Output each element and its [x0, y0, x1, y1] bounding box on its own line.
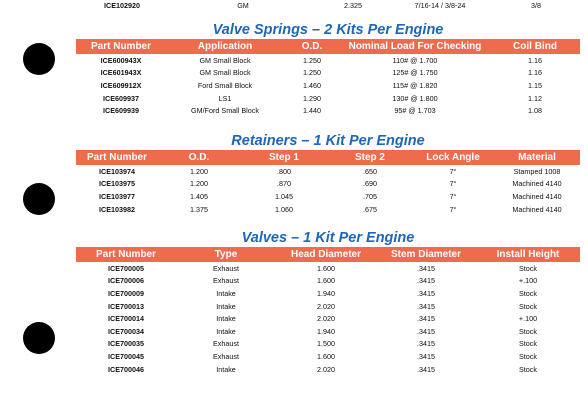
table-cell: .3415 — [417, 263, 435, 273]
retainers-table — [76, 150, 580, 215]
section-title: Valves – 1 Kit Per Engine — [241, 230, 415, 246]
table-row — [76, 287, 580, 300]
part-number-cell: ICE103975 — [99, 179, 135, 189]
table-cell: 115# @ 1.820 — [392, 80, 438, 90]
column-header: Part Number — [76, 39, 166, 54]
application-cell: GM — [237, 1, 249, 10]
table-row — [76, 92, 580, 105]
table-cell: GM Small Block — [199, 68, 251, 78]
part-number-cell: ICE700034 — [108, 326, 144, 336]
part-number-cell: ICE601943X — [100, 68, 142, 78]
table-cell: Intake — [216, 288, 236, 298]
table-cell: 7° — [449, 191, 457, 201]
table-row — [76, 79, 580, 92]
part-number-cell: ICE609937 — [103, 93, 139, 103]
valve-springs-table — [76, 39, 580, 117]
table-row — [76, 203, 580, 216]
table-cell: Stock — [519, 351, 537, 361]
table-cell: 1.045 — [275, 191, 293, 201]
table-cell: 1.375 — [190, 204, 208, 214]
table-cell: Exhaust — [213, 276, 239, 286]
table-row — [76, 67, 580, 80]
table-row — [76, 350, 580, 363]
od-cell: 2.325 — [344, 1, 362, 10]
table-cell: 7° — [449, 179, 457, 189]
table-cell: 95# @ 1.703 — [394, 106, 436, 116]
table-cell: 1.15 — [528, 80, 542, 90]
header-row — [76, 39, 580, 54]
table-cell: .3415 — [417, 288, 435, 298]
table-cell: Intake — [216, 301, 236, 311]
table-cell: 1.08 — [528, 106, 542, 116]
table-row — [76, 165, 580, 178]
table-cell: Stock — [519, 288, 537, 298]
part-number-cell: ICE700014 — [108, 314, 144, 324]
table-cell: 1.200 — [190, 179, 208, 189]
valves-table — [76, 247, 580, 375]
table-row — [76, 104, 580, 117]
column-header: Step 1 — [240, 150, 328, 165]
table-cell: .650 — [363, 166, 377, 176]
part-number-cell: ICE609912X — [100, 80, 142, 90]
table-cell: 1.250 — [303, 55, 321, 65]
table-cell: 1.600 — [317, 263, 335, 273]
thread-cell: 7/16-14 / 3/8-24 — [414, 1, 466, 10]
table-row — [76, 338, 580, 351]
table-row — [76, 300, 580, 313]
table-row — [76, 275, 580, 288]
table-cell: 1.940 — [317, 288, 335, 298]
column-header: Type — [176, 247, 276, 262]
header-row — [76, 150, 580, 165]
bullet-dot — [23, 183, 55, 215]
column-header: Step 2 — [328, 150, 412, 165]
table-cell: Stock — [519, 301, 537, 311]
part-number-cell: ICE600943X — [100, 55, 142, 65]
part-number-cell: ICE700013 — [108, 301, 144, 311]
table-cell: 125# @ 1.750 — [392, 68, 438, 78]
table-cell: .675 — [363, 204, 377, 214]
table-cell: Exhaust — [213, 339, 239, 349]
part-number-cell: ICE103977 — [99, 191, 135, 201]
part-number-cell: ICE700006 — [108, 276, 144, 286]
table-cell: Stock — [519, 364, 537, 374]
table-cell: Machined 4140 — [512, 191, 562, 201]
table-row — [76, 178, 580, 191]
valve-springs-section — [76, 22, 580, 117]
table-cell: 2.020 — [317, 364, 335, 374]
table-cell: .870 — [277, 179, 291, 189]
table-cell: .3415 — [417, 351, 435, 361]
table-cell: Machined 4140 — [512, 179, 562, 189]
table-cell: 1.16 — [528, 55, 542, 65]
column-header: Material — [494, 150, 580, 165]
table-cell: 1.060 — [275, 204, 293, 214]
table-row — [76, 312, 580, 325]
part-number-cell: ICE609939 — [103, 106, 139, 116]
table-cell: .3415 — [417, 301, 435, 311]
table-cell: 2.020 — [317, 314, 335, 324]
size-cell: 3/8 — [531, 1, 541, 10]
valves-section — [76, 230, 580, 375]
bullet-dot — [23, 322, 55, 354]
table-row — [76, 325, 580, 338]
part-number-cell: ICE700046 — [108, 364, 144, 374]
table-cell: 1.16 — [528, 68, 542, 78]
part-number-cell: ICE700035 — [108, 339, 144, 349]
table-cell: 1.500 — [317, 339, 335, 349]
table-cell: +.100 — [518, 314, 538, 324]
retainers-section — [76, 133, 580, 215]
table-cell: .3415 — [417, 314, 435, 324]
table-cell: GM/Ford Small Block — [191, 106, 259, 116]
column-header: Install Height — [476, 247, 580, 262]
table-cell: +.100 — [518, 276, 538, 286]
bullet-dot — [23, 43, 55, 75]
top-row-section — [76, 0, 580, 11]
table-row — [76, 190, 580, 203]
table-cell: Stamped 1008 — [513, 166, 561, 176]
table-cell: 1.940 — [317, 326, 335, 336]
part-number-cell: ICE700005 — [108, 263, 144, 273]
column-header: Head Diameter — [276, 247, 376, 262]
part-number-cell: ICE103982 — [99, 204, 135, 214]
table-cell: 1.200 — [190, 166, 208, 176]
top-row-table — [76, 0, 580, 11]
section-title: Valve Springs – 2 Kits Per Engine — [212, 22, 444, 38]
header-row — [76, 247, 580, 262]
table-cell: 1.405 — [190, 191, 208, 201]
column-header: Application — [166, 39, 284, 54]
table-cell: 7° — [449, 166, 457, 176]
table-cell: .800 — [277, 166, 291, 176]
table-cell: Stock — [519, 339, 537, 349]
table-cell: 110# @ 1.700 — [392, 55, 438, 65]
table-cell: 1.12 — [528, 93, 542, 103]
table-cell: .3415 — [417, 339, 435, 349]
table-cell: Machined 4140 — [512, 204, 562, 214]
table-cell: LS1 — [218, 93, 232, 103]
part-number-cell: ICE103974 — [99, 166, 135, 176]
table-cell: Stock — [519, 263, 537, 273]
table-cell: Intake — [216, 314, 236, 324]
part-number-cell: ICE102920 — [104, 1, 140, 10]
table-cell: 1.460 — [303, 80, 321, 90]
table-cell: 1.600 — [317, 276, 335, 286]
table-row — [76, 363, 580, 376]
column-header: O.D. — [158, 150, 240, 165]
section-title: Retainers – 1 Kit Per Engine — [231, 133, 425, 149]
column-header: Coil Bind — [490, 39, 580, 54]
table-cell: .3415 — [417, 364, 435, 374]
table-cell: 7° — [449, 204, 457, 214]
column-header: Stem Diameter — [376, 247, 476, 262]
table-cell: 1.250 — [303, 68, 321, 78]
table-cell: .3415 — [417, 276, 435, 286]
table-cell: 1.600 — [317, 351, 335, 361]
part-number-cell: ICE700045 — [108, 351, 144, 361]
table-cell: GM Small Block — [199, 55, 251, 65]
table-cell: 130# @ 1.800 — [392, 93, 438, 103]
table-row — [76, 262, 580, 275]
table-cell: .690 — [363, 179, 377, 189]
column-header: O.D. — [284, 39, 340, 54]
table-cell: .705 — [363, 191, 377, 201]
table-cell: 2.020 — [317, 301, 335, 311]
column-header: Nominal Load For Checking — [340, 39, 490, 54]
column-header: Lock Angle — [412, 150, 494, 165]
column-header: Part Number — [76, 247, 176, 262]
table-cell: Ford Small Block — [197, 80, 253, 90]
part-number-cell: ICE700009 — [108, 288, 144, 298]
column-header: Part Number — [76, 150, 158, 165]
table-cell: 1.440 — [303, 106, 321, 116]
table-cell: Exhaust — [213, 351, 239, 361]
table-cell: Intake — [216, 364, 236, 374]
table-cell: Exhaust — [213, 263, 239, 273]
table-row — [76, 54, 580, 67]
table-cell: .3415 — [417, 326, 435, 336]
table-cell: Stock — [519, 326, 537, 336]
table-cell: 1.290 — [303, 93, 321, 103]
table-row — [76, 0, 580, 11]
table-cell: Intake — [216, 326, 236, 336]
